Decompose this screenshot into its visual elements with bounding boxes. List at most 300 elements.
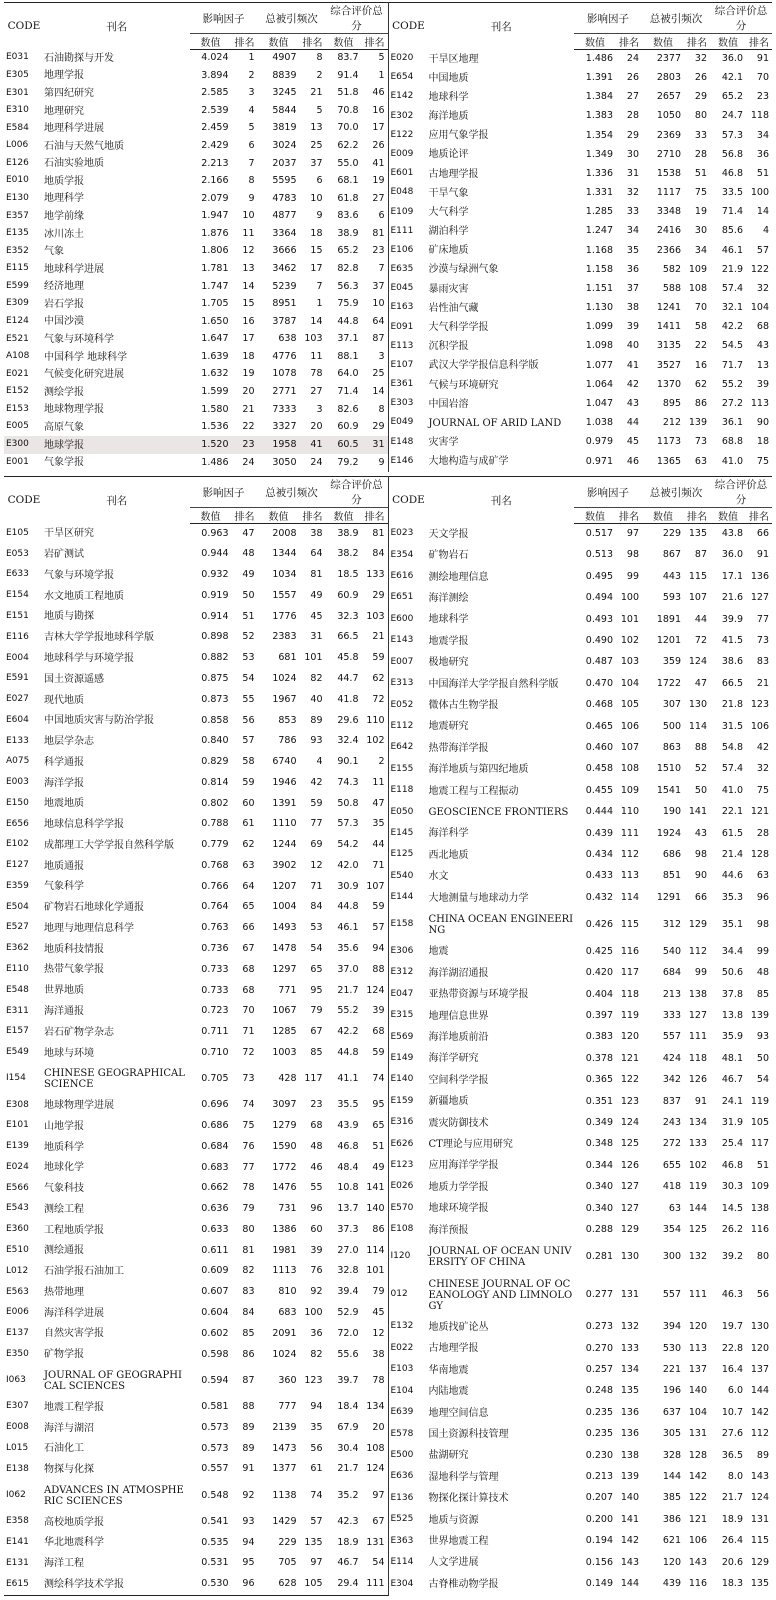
- table-row: [389, 887, 773, 908]
- impact-factor-rank: 24: [232, 454, 258, 472]
- overall-score-rank: 124: [366, 984, 385, 996]
- overall-score-rank: 19: [372, 175, 385, 187]
- overall-score-value: 37.1: [337, 333, 359, 345]
- overall-score-value: 42.0: [337, 859, 359, 871]
- overall-score-value: 21.7: [337, 1463, 359, 1475]
- table-row: [4, 120, 388, 138]
- journal-name: 海洋学研究: [428, 1053, 479, 1065]
- impact-factor-rank: 67: [242, 942, 255, 954]
- impact-factor-rank: 79: [242, 1203, 255, 1215]
- table-row: [4, 565, 388, 586]
- table-block-top: [4, 2, 772, 472]
- impact-factor-rank: 59: [242, 776, 255, 788]
- impact-factor-rank: 144: [616, 1574, 642, 1596]
- total-citations-value: 243: [662, 1116, 681, 1128]
- overall-score-rank: 49: [372, 1161, 385, 1173]
- total-citations-rank: 17: [310, 263, 323, 274]
- total-citations-rank: 144: [688, 1202, 707, 1214]
- overall-score-rank: 27: [372, 192, 385, 204]
- overall-score-rank: 74: [372, 1073, 385, 1085]
- overall-score-value: 54.8: [721, 742, 743, 754]
- overall-score-rank: 141: [366, 1182, 385, 1194]
- impact-factor-rank: 93: [242, 1515, 255, 1527]
- overall-score-rank: 51: [372, 1140, 385, 1152]
- impact-factor-value: 0.513: [585, 549, 613, 561]
- table-row: [389, 203, 773, 222]
- overall-score-value: 44.8: [337, 1046, 359, 1058]
- table-row: [389, 1381, 773, 1402]
- table-row: [389, 695, 773, 716]
- journal-name: 气象科学: [44, 881, 84, 893]
- impact-factor-rank: 6: [248, 139, 255, 151]
- overall-score-value: 68.1: [337, 175, 359, 187]
- table-row: [4, 331, 388, 349]
- total-citations-rank: 12: [310, 859, 323, 871]
- total-citations-value: 1473: [272, 1442, 297, 1454]
- journal-code: E003: [6, 777, 29, 788]
- overall-score-rank: 127: [750, 592, 769, 604]
- journal-name: 矿物岩石地球化学通报: [44, 902, 144, 914]
- total-citations-rank: 66: [694, 891, 707, 903]
- total-citations-value: 4907: [272, 52, 297, 64]
- impact-factor-rank: 132: [620, 1321, 639, 1333]
- journal-code: E005: [6, 421, 29, 432]
- journal-name: 海洋测绘: [428, 592, 469, 604]
- overall-score-rank: 38: [372, 1348, 385, 1360]
- journal-name: 地球物理学报: [44, 404, 104, 416]
- total-citations-rank: 91: [694, 1095, 707, 1107]
- impact-factor-value: 0.535: [201, 1536, 229, 1548]
- overall-score-value: 54.5: [721, 340, 743, 352]
- impact-factor-rank: 82: [242, 1265, 255, 1277]
- journal-code: E636: [390, 1471, 414, 1482]
- table-row: [4, 690, 388, 711]
- table-row: [389, 1488, 773, 1509]
- journal-code: E122: [390, 129, 414, 140]
- total-citations-rank: 4: [316, 756, 323, 768]
- table-right-top: [389, 2, 773, 472]
- total-citations-rank: 77: [310, 818, 323, 830]
- journal-name: 国土资源科技管理: [428, 1428, 509, 1440]
- table-row: [389, 452, 773, 472]
- impact-factor-rank: 30: [626, 148, 639, 160]
- table-row: [4, 1438, 388, 1459]
- total-citations-value: 229: [662, 528, 681, 540]
- total-citations-value: 3348: [656, 206, 681, 218]
- overall-score-rank: 59: [372, 652, 385, 664]
- impact-factor-value: 0.200: [585, 1513, 613, 1525]
- impact-factor-value: 0.573: [201, 1421, 229, 1433]
- header-impact-factor: 影响因子: [190, 477, 258, 508]
- total-citations-value: 1201: [656, 635, 681, 647]
- impact-factor-value: 2.459: [201, 122, 229, 134]
- total-citations-rank: 109: [688, 263, 707, 275]
- impact-factor-value: 0.493: [585, 613, 613, 625]
- total-citations-value: 655: [662, 1159, 681, 1171]
- total-citations-value: 386: [662, 1513, 681, 1525]
- journal-code: E635: [390, 264, 414, 275]
- total-citations-rank: 47: [694, 677, 707, 689]
- table-row: [4, 1022, 388, 1043]
- overall-score-value: 56.3: [337, 280, 359, 292]
- journal-code: E616: [390, 571, 414, 582]
- total-citations-value: 1279: [272, 1120, 297, 1132]
- journal-code: A075: [6, 756, 30, 767]
- table-left-top: [4, 2, 389, 472]
- overall-score-rank: 23: [756, 91, 769, 103]
- overall-score-value: 62.2: [337, 139, 359, 151]
- overall-score-value: 41.0: [710, 452, 746, 472]
- journal-name: 地震工程学报: [44, 1401, 104, 1413]
- overall-score-value: 32.4: [337, 735, 359, 747]
- journal-name: 海洋科学: [428, 828, 469, 840]
- journal-code: 012: [390, 1289, 408, 1300]
- total-citations-value: 1946: [272, 776, 297, 788]
- table-row: [389, 566, 773, 587]
- overall-score-value: 51.8: [337, 87, 359, 99]
- journal-name: 地层学杂志: [44, 736, 94, 748]
- total-citations-rank: 44: [694, 613, 707, 625]
- total-citations-rank: 140: [688, 1385, 707, 1397]
- total-citations-rank: 126: [688, 1074, 707, 1086]
- journal-name: JOURNAL OF GEOGRAPHICAL SCIENCES: [44, 1370, 182, 1392]
- total-citations-value: 777: [278, 1401, 297, 1413]
- total-citations-rank: 22: [694, 340, 707, 352]
- journal-name: 极地研究: [428, 657, 469, 669]
- journal-name: 岩石矿物学杂志: [44, 1026, 114, 1038]
- journal-code: E105: [6, 527, 29, 538]
- impact-factor-value: 0.581: [201, 1401, 229, 1413]
- impact-factor-value: 1.536: [201, 421, 229, 433]
- total-citations-rank: 15: [310, 245, 323, 257]
- overall-score-rank: 133: [366, 569, 385, 581]
- journal-name: 地球物理学进展: [44, 1100, 114, 1112]
- journal-code: E001: [4, 454, 44, 472]
- impact-factor-rank: 8: [248, 175, 255, 187]
- total-citations-value: 385: [662, 1492, 681, 1504]
- journal-code: E103: [390, 1364, 414, 1375]
- journal-code: E135: [6, 228, 29, 239]
- total-citations-rank: 37: [310, 157, 323, 169]
- table-row: [389, 88, 773, 107]
- impact-factor-rank: 120: [620, 1031, 639, 1043]
- impact-factor-rank: 12: [242, 245, 255, 257]
- table-row: [389, 588, 773, 609]
- total-citations-rank: 55: [310, 1182, 323, 1194]
- journal-code: E563: [6, 1286, 29, 1297]
- overall-score-rank: 14: [372, 386, 385, 398]
- overall-score-rank: 116: [750, 1223, 769, 1235]
- overall-score-rank: 99: [756, 945, 769, 957]
- overall-score-rank: 59: [372, 901, 385, 913]
- impact-factor-value: 1.650: [201, 315, 229, 327]
- overall-score-rank: 1: [378, 69, 385, 81]
- journal-code: E127: [6, 860, 29, 871]
- journal-code: E163: [390, 302, 414, 313]
- overall-score-value: 38.9: [337, 227, 359, 239]
- overall-score-value: 35.6: [337, 942, 359, 954]
- total-citations-value: 2383: [272, 631, 297, 643]
- journal-name: 沙漠与绿洲气象: [428, 264, 499, 276]
- total-citations-rank: 27: [310, 386, 323, 398]
- overall-score-value: 39.7: [337, 1374, 359, 1386]
- impact-factor-rank: 125: [620, 1138, 639, 1150]
- impact-factor-rank: 99: [626, 570, 639, 582]
- journal-name: 地质科技情报: [44, 943, 104, 955]
- impact-factor-rank: 47: [242, 527, 255, 539]
- overall-score-rank: 31: [362, 436, 388, 454]
- journal-code: E150: [6, 797, 29, 808]
- journal-name: 地球科学进展: [44, 263, 104, 275]
- journal-code: E050: [390, 806, 414, 817]
- overall-score-value: 42.3: [337, 1515, 359, 1527]
- total-citations-rank: 142: [688, 1471, 707, 1483]
- total-citations-value: 7333: [272, 403, 297, 415]
- journal-name: 地质学报: [44, 175, 84, 187]
- overall-score-rank: 63: [756, 870, 769, 882]
- journal-code: E104: [390, 1385, 414, 1396]
- impact-factor-value: 0.404: [585, 988, 613, 1000]
- total-citations-rank: 31: [310, 631, 323, 643]
- table-row: [4, 710, 388, 731]
- overall-score-value: 16.4: [721, 1364, 743, 1376]
- overall-score-rank: 5: [378, 52, 385, 64]
- impact-factor-rank: 116: [620, 945, 639, 957]
- table-row: [389, 222, 773, 241]
- journal-name: 应用气象学报: [428, 130, 489, 142]
- impact-factor-value: 0.344: [585, 1159, 613, 1171]
- impact-factor-value: 0.604: [201, 1306, 229, 1318]
- journal-code: I063: [6, 1375, 26, 1386]
- overall-score-value: 30.9: [337, 880, 359, 892]
- impact-factor-rank: 44: [626, 417, 639, 429]
- total-citations-value: 2803: [656, 72, 681, 84]
- total-citations-rank: 5: [316, 104, 323, 116]
- journal-name: 物探化探计算技术: [428, 1493, 509, 1505]
- journal-code: E309: [6, 298, 29, 309]
- journal-name: 测绘工程: [44, 1203, 84, 1215]
- total-citations-value: 3787: [272, 315, 297, 327]
- journal-code: E540: [390, 870, 414, 881]
- journal-code: E159: [390, 1095, 414, 1106]
- overall-score-rank: 112: [750, 1428, 769, 1440]
- overall-score-value: 44.8: [337, 315, 359, 327]
- journal-name: 海洋地质: [428, 111, 469, 123]
- table-row: [4, 1532, 388, 1553]
- overall-score-rank: 45: [372, 1306, 385, 1318]
- journal-code: E023: [390, 528, 414, 539]
- overall-score-rank: 95: [372, 1099, 385, 1111]
- impact-factor-rank: 49: [242, 569, 255, 581]
- journal-name: 测绘科学技术学报: [44, 1574, 190, 1596]
- journal-code: E352: [6, 245, 29, 256]
- impact-factor-rank: 26: [626, 72, 639, 84]
- journal-code: E031: [6, 52, 29, 63]
- overall-score-rank: 23: [372, 245, 385, 257]
- impact-factor-rank: 104: [620, 677, 639, 689]
- total-citations-value: 5595: [272, 175, 297, 187]
- impact-factor-value: 1.064: [585, 378, 613, 390]
- table-row: [4, 1261, 388, 1282]
- total-citations-value: 1772: [272, 1161, 297, 1173]
- total-citations-value: 540: [662, 945, 681, 957]
- journal-code: E500: [390, 1449, 414, 1460]
- journal-name: 矿物岩石: [428, 550, 469, 562]
- impact-factor-rank: 118: [620, 988, 639, 1000]
- total-citations-rank: 118: [688, 1052, 707, 1064]
- journal-code: E145: [390, 827, 414, 838]
- overall-score-rank: 39: [756, 378, 769, 390]
- impact-factor-rank: 15: [242, 298, 255, 310]
- overall-score-value: 71.7: [721, 359, 743, 371]
- total-citations-rank: 20: [310, 421, 323, 433]
- journal-code: E115: [6, 263, 29, 274]
- journal-name: 国土资源遥感: [44, 673, 104, 685]
- total-citations-value: 3902: [272, 859, 297, 871]
- total-citations-value: 1110: [272, 818, 297, 830]
- overall-score-rank: 14: [756, 206, 769, 218]
- overall-score-rank: 89: [756, 1449, 769, 1461]
- journal-code: E118: [390, 785, 414, 796]
- total-citations-rank: 143: [688, 1556, 707, 1568]
- impact-factor-value: 0.281: [585, 1250, 613, 1262]
- table-row: [4, 366, 388, 384]
- overall-score-rank: 34: [756, 129, 769, 141]
- journal-name: 地震学报: [428, 635, 469, 647]
- table-row: [389, 184, 773, 203]
- journal-name: 石油勘探与开发: [44, 52, 114, 64]
- overall-score-rank: 94: [372, 942, 385, 954]
- total-citations-rank: 49: [310, 589, 323, 601]
- total-citations-rank: 82: [310, 1348, 323, 1360]
- journal-code: E599: [6, 280, 29, 291]
- table-row: [4, 544, 388, 565]
- impact-factor-value: 1.168: [585, 244, 613, 256]
- overall-score-rank: 121: [750, 806, 769, 818]
- overall-score-rank: 50: [756, 1052, 769, 1064]
- impact-factor-rank: 74: [242, 1099, 255, 1111]
- journal-code: E110: [6, 964, 29, 975]
- total-citations-value: 895: [662, 397, 681, 409]
- total-citations-value: 1365: [642, 452, 684, 472]
- impact-factor-rank: 87: [242, 1374, 255, 1386]
- total-citations-value: 530: [662, 1342, 681, 1354]
- table-row: [4, 436, 388, 454]
- journal-code: E114: [390, 1556, 414, 1567]
- total-citations-rank: 45: [310, 610, 323, 622]
- total-citations-value: 2037: [272, 157, 297, 169]
- overall-score-value: 36.1: [721, 417, 743, 429]
- overall-score-rank: 124: [750, 1492, 769, 1504]
- journal-name: 地质找矿论丛: [428, 1321, 489, 1333]
- table-row: [389, 69, 773, 88]
- table-row: [389, 1005, 773, 1026]
- impact-factor-value: 0.434: [585, 849, 613, 861]
- journal-name: 暴雨灾害: [428, 283, 469, 295]
- impact-factor-value: 0.710: [201, 1046, 229, 1058]
- journal-name: 亚热带资源与环境学报: [428, 989, 529, 1001]
- total-citations-rank: 97: [310, 1557, 323, 1569]
- journal-code: E106: [390, 244, 414, 255]
- total-citations-rank: 72: [694, 635, 707, 647]
- journal-code: E140: [390, 1074, 414, 1085]
- overall-score-rank: 41: [372, 157, 385, 169]
- total-citations-rank: 34: [694, 244, 707, 256]
- impact-factor-value: 0.273: [585, 1321, 613, 1333]
- table-row: [4, 835, 388, 856]
- total-citations-value: 1541: [656, 784, 681, 796]
- journal-code: E024: [6, 1161, 29, 1172]
- journal-code: E125: [390, 849, 414, 860]
- table-row: [4, 918, 388, 939]
- total-citations-rank: 108: [688, 282, 707, 294]
- overall-score-value: 41.1: [337, 1073, 359, 1085]
- impact-factor-value: 2.539: [201, 104, 229, 116]
- overall-score-value: 55.0: [337, 157, 359, 169]
- impact-factor-value: 1.806: [201, 245, 229, 257]
- total-citations-rank: 48: [310, 1140, 323, 1152]
- impact-factor-rank: 62: [242, 839, 255, 851]
- impact-factor-value: 0.898: [201, 631, 229, 643]
- impact-factor-value: 0.636: [201, 1203, 229, 1215]
- journal-name: 地球化学: [44, 1162, 84, 1174]
- impact-factor-rank: 7: [248, 157, 255, 169]
- table-row: [4, 793, 388, 814]
- overall-score-value: 88.1: [337, 350, 359, 362]
- total-citations-value: 1377: [272, 1463, 297, 1475]
- overall-score-value: 20.6: [721, 1556, 743, 1568]
- overall-score-value: 29.4: [326, 1574, 362, 1596]
- overall-score-rank: 87: [372, 333, 385, 345]
- journal-code: E155: [390, 763, 414, 774]
- total-citations-rank: 7: [316, 280, 323, 292]
- total-citations-value: 1003: [272, 1046, 297, 1058]
- total-citations-value: 2369: [656, 129, 681, 141]
- total-citations-rank: 50: [694, 784, 707, 796]
- impact-factor-value: 0.594: [201, 1374, 229, 1386]
- journal-code: E357: [6, 210, 29, 221]
- total-citations-rank: 76: [310, 1265, 323, 1277]
- overall-score-value: 27.2: [721, 397, 743, 409]
- subheader-value: 数值: [190, 34, 232, 50]
- total-citations-rank: 105: [300, 1574, 326, 1596]
- table-row: [4, 960, 388, 981]
- table-row: [4, 155, 388, 173]
- journal-code: E359: [6, 880, 29, 891]
- overall-score-value: 10.8: [337, 1182, 359, 1194]
- total-citations-value: 5844: [272, 104, 297, 116]
- overall-score-rank: 17: [372, 122, 385, 134]
- impact-factor-rank: 55: [242, 693, 255, 705]
- total-citations-value: 63: [668, 1202, 681, 1214]
- impact-factor-rank: 20: [242, 386, 255, 398]
- total-citations-value: 3666: [272, 245, 297, 257]
- impact-factor-value: 0.531: [201, 1557, 229, 1569]
- impact-factor-value: 1.077: [585, 359, 613, 371]
- table-row: [389, 107, 773, 126]
- overall-score-value: 41.5: [721, 635, 743, 647]
- journal-code: E052: [390, 699, 414, 710]
- total-citations-rank: 35: [310, 1421, 323, 1433]
- overall-score-rank: 68: [756, 321, 769, 333]
- total-citations-rank: 74: [310, 1489, 323, 1501]
- table-row: [389, 941, 773, 962]
- impact-factor-rank: 136: [620, 1406, 639, 1418]
- total-citations-value: 1370: [656, 378, 681, 390]
- overall-score-rank: 114: [366, 1244, 385, 1256]
- overall-score-value: 29.6: [337, 714, 359, 726]
- journal-code: E111: [390, 225, 414, 236]
